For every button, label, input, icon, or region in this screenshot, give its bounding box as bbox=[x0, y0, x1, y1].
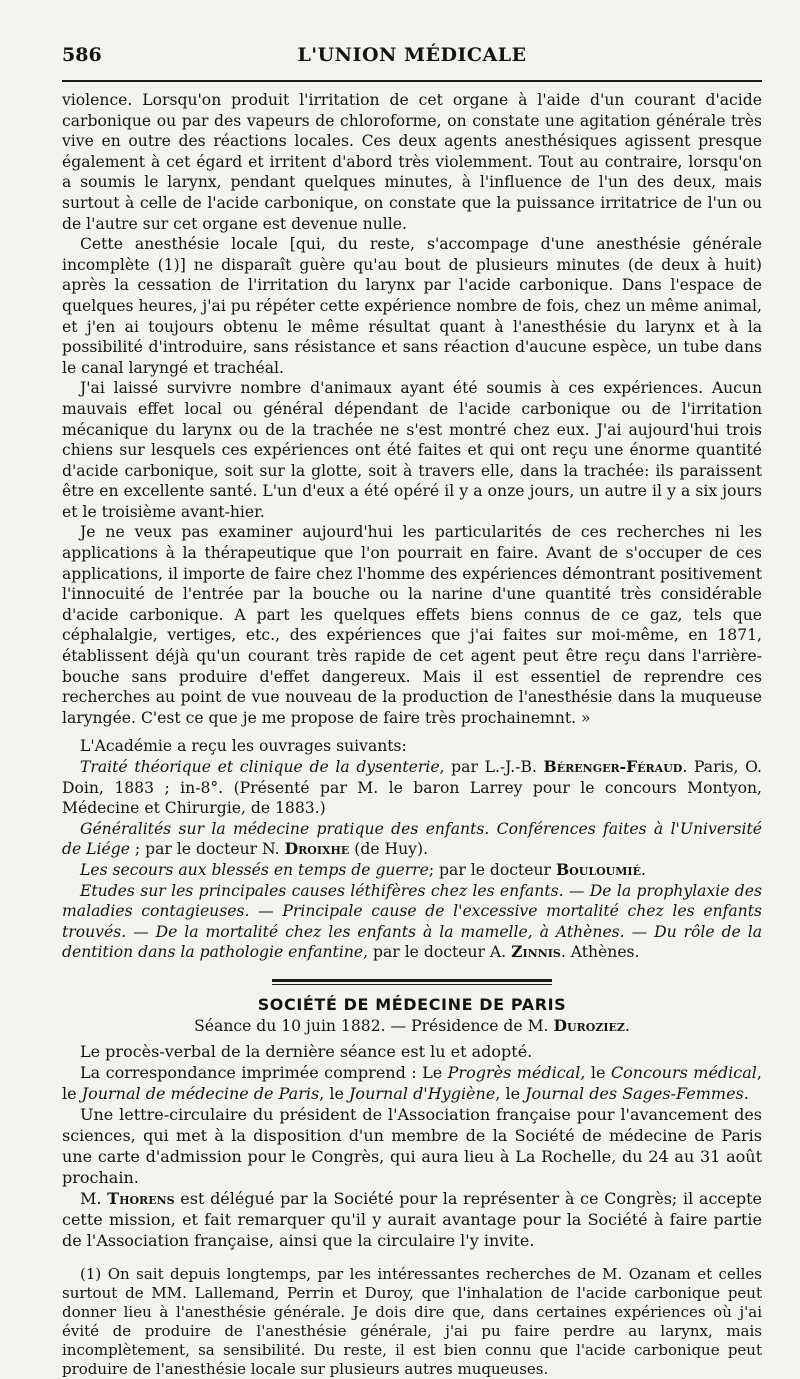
section-title: SOCIÉTÉ DE MÉDECINE DE PARIS bbox=[257, 994, 567, 1014]
session-text: . bbox=[624, 1016, 630, 1035]
ref-author: Zinnis bbox=[511, 942, 561, 962]
journal-name: Journal de médecine de Paris bbox=[81, 1083, 320, 1103]
journal-name: Journal des Sages-Femmes bbox=[525, 1083, 744, 1103]
text: . bbox=[743, 1083, 749, 1103]
paragraph bbox=[62, 1062, 762, 1104]
paragraph: Je ne veux pas examiner aujourd'hui les particularités de ces recherches ni les applications à la thérapeutique que l'on pourrait en faire. Avant de s'occuper de ces applications, il importe de faire chez l'homme des expériences démontrant positivement l'innocuité de l'entrée par la bouche ou la narine d'une quantité très considérable d'acide carbonique. A part les quelques effets biens connus de ce gaz, tels que céphalalgie, vertiges, etc., des expériences que j'ai faites sur moi-même, en 1871, établissent déjà qu'un courant très rapide de cet agent peut être reçu dans l'arrière-bouche sans produire d'effet dangereux. Mais il est essentiel de reprendre ces recherches au point de vue nouveau de la production de l'anesthésie dans la muqueuse laryngée. C'est ce que je me propose de faire très prochainemnt. » bbox=[62, 523, 762, 727]
article-body bbox=[62, 90, 762, 1379]
header-rule bbox=[62, 80, 762, 82]
paragraph: Cette anesthésie locale [qui, du reste, s'accompage d'une anesthésie générale incomplète (1)] ne disparaît guère qu'au bout de plusieurs minutes (de deux à huit) après la cessation de l'irritation du larynx par l'acide carbonique. Dans l'espace de quelques heures, j'ai pu répéter cette expérience nombre de fois, chez un même animal, et j'en ai toujours obtenu le même résultat quant à l'anesthésie du larynx et à la possibilité d'introduire, sans résistance et sans réaction d'aucune espèce, un tube dans le canal laryngé et trachéal. bbox=[62, 235, 762, 377]
academie-intro: L'Académie a reçu les ouvrages suivants: bbox=[80, 737, 407, 756]
text: , le bbox=[62, 1062, 762, 1103]
journal-title: L'UNION MÉDICALE bbox=[297, 44, 527, 66]
ref-title: Traité théorique et clinique de la dysenterie bbox=[80, 758, 440, 776]
reference-entry bbox=[62, 757, 762, 819]
text: est délégué par la Société pour la représenter à ce Congrès; il accepte cette mission, et fait remarquer qu'il y aurait avantage pour la Société à faire partie de l'Association française, ainsi que la circulaire l'y invite. bbox=[62, 1188, 762, 1250]
ref-text: . Athènes. bbox=[560, 943, 640, 962]
ref-title: Généralités sur la médecine pratique des enfants. Conférences faites à l'Université de Liége bbox=[62, 819, 762, 859]
text: La correspondance imprimée comprend : Le bbox=[80, 1062, 448, 1082]
ref-text: ; par le docteur bbox=[428, 860, 556, 879]
ref-author: Bouloumié bbox=[555, 859, 641, 879]
paragraph-continuation: violence. Lorsqu'on produit l'irritation de cet organe à l'aide d'un courant d'acide carbonique ou par des vapeurs de chloroforme, on constate une agitation générale très vive en outre des réactions locales. Ces deux agents anesthésiques agissent presque également à cet égard et irritent d'abord très violemment. Tout au contraire, lorsqu'on a soumis le larynx, pendant quelques minutes, à l'influence de l'un des deux, mais surtout à celle de l'acide carbonique, on constate que la puissance irritatrice de l'un ou de l'autre sur cet organe est devenue nulle. bbox=[62, 91, 762, 233]
ref-author: Droixhe bbox=[284, 839, 350, 859]
society-minutes bbox=[62, 1041, 762, 1251]
member-name: Thorens bbox=[107, 1188, 175, 1208]
session-text: Séance du 10 juin 1882. — Présidence de M. bbox=[194, 1016, 554, 1035]
text: M. bbox=[80, 1188, 108, 1208]
president-name: Duroziez bbox=[553, 1015, 625, 1035]
reference-entry bbox=[62, 819, 762, 860]
journal-name: Progrès médical bbox=[447, 1062, 581, 1082]
text: , le bbox=[580, 1062, 611, 1082]
ref-text: (de Huy). bbox=[349, 840, 429, 859]
paragraph bbox=[62, 1188, 762, 1251]
running-header bbox=[62, 44, 762, 74]
paragraph: Une lettre-circulaire du président de l'Association française pour l'avancement des sciences, qui met à la disposition d'un membre de la Société de médecine de Paris une carte d'admission pour le Congrès, qui aura lieu à La Rochelle, du 24 au 31 août prochain. bbox=[62, 1104, 762, 1187]
session-line bbox=[62, 1016, 762, 1035]
journal-name: Concours médical bbox=[610, 1062, 757, 1082]
section-divider bbox=[272, 979, 552, 985]
ref-text: , par L.-J.-B. bbox=[439, 758, 544, 776]
ref-title: Etudes sur les principales causes léthifères chez les enfants. — De la prophylaxie des maladies contagieuses. — Principale cause de l'excessive mortalité chez les enfants trouvés. — De la mortalité chez les enfants à la mamelle, à Athènes. — Du rôle de la dentition dans la pathologie enfantine bbox=[62, 881, 762, 962]
text: , le bbox=[319, 1083, 350, 1103]
text: , le bbox=[495, 1083, 526, 1103]
journal-name: Journal d'Hygiène bbox=[349, 1083, 496, 1103]
ref-text: , par le docteur A. bbox=[363, 943, 512, 962]
ref-title: Les secours aux blessés en temps de guerre bbox=[80, 860, 429, 879]
ref-text: . bbox=[640, 860, 646, 879]
footnote-text: (1) On sait depuis longtemps, par les intéressantes recherches de M. Ozanam et celles surtout de MM. Lallemand, Perrin et Duroy, que l'inhalation de l'acide carbonique peut donner lieu à l'anesthésie générale. Je dois dire que, dans certaines expériences où j'ai évité de produire de l'anesthésie générale, j'ai pu faire perdre au larynx, mais incomplètement, sa sensibilité. Du reste, il est bien connu que l'acide carbonique peut produire de l'anesthésie locale sur plusieurs autres muqueuses. bbox=[62, 1264, 762, 1378]
reference-entry bbox=[62, 881, 762, 963]
ref-text: . Paris, O. Doin, 1883 ; in-8°. (Présenté par M. le baron Larrey pour le concours Montyon, Médecine et Chirurgie, de 1883.) bbox=[62, 758, 762, 818]
reference-entry bbox=[62, 860, 762, 881]
ref-text: ; par le docteur N. bbox=[129, 840, 285, 859]
paragraph: J'ai laissé survivre nombre d'animaux ayant été soumis à ces expériences. Aucun mauvais effet local ou général dépendant de l'acide carbonique ou de l'irritation mécanique du larynx ou de la trachée ne s'est montré chez eux. J'ai aujourd'hui trois chiens sur lesquels ces expériences ont été faites et qui ont reçu une énorme quantité d'acide carbonique, soit sur la glotte, soit à travers elle, dans la trachée: ils paraissent être en excellente santé. L'un d'eux a été opéré il y a onze jours, un autre il y a six jours et le troisième avant-hier. bbox=[62, 379, 762, 521]
paragraph: Le procès-verbal de la dernière séance est lu et adopté. bbox=[80, 1041, 533, 1061]
ref-author: Bérenger-Féraud bbox=[543, 757, 683, 776]
spacer bbox=[62, 728, 762, 736]
footnote-spacer bbox=[62, 1251, 762, 1265]
footnote bbox=[62, 1265, 762, 1379]
page-number: 586 bbox=[62, 44, 102, 66]
